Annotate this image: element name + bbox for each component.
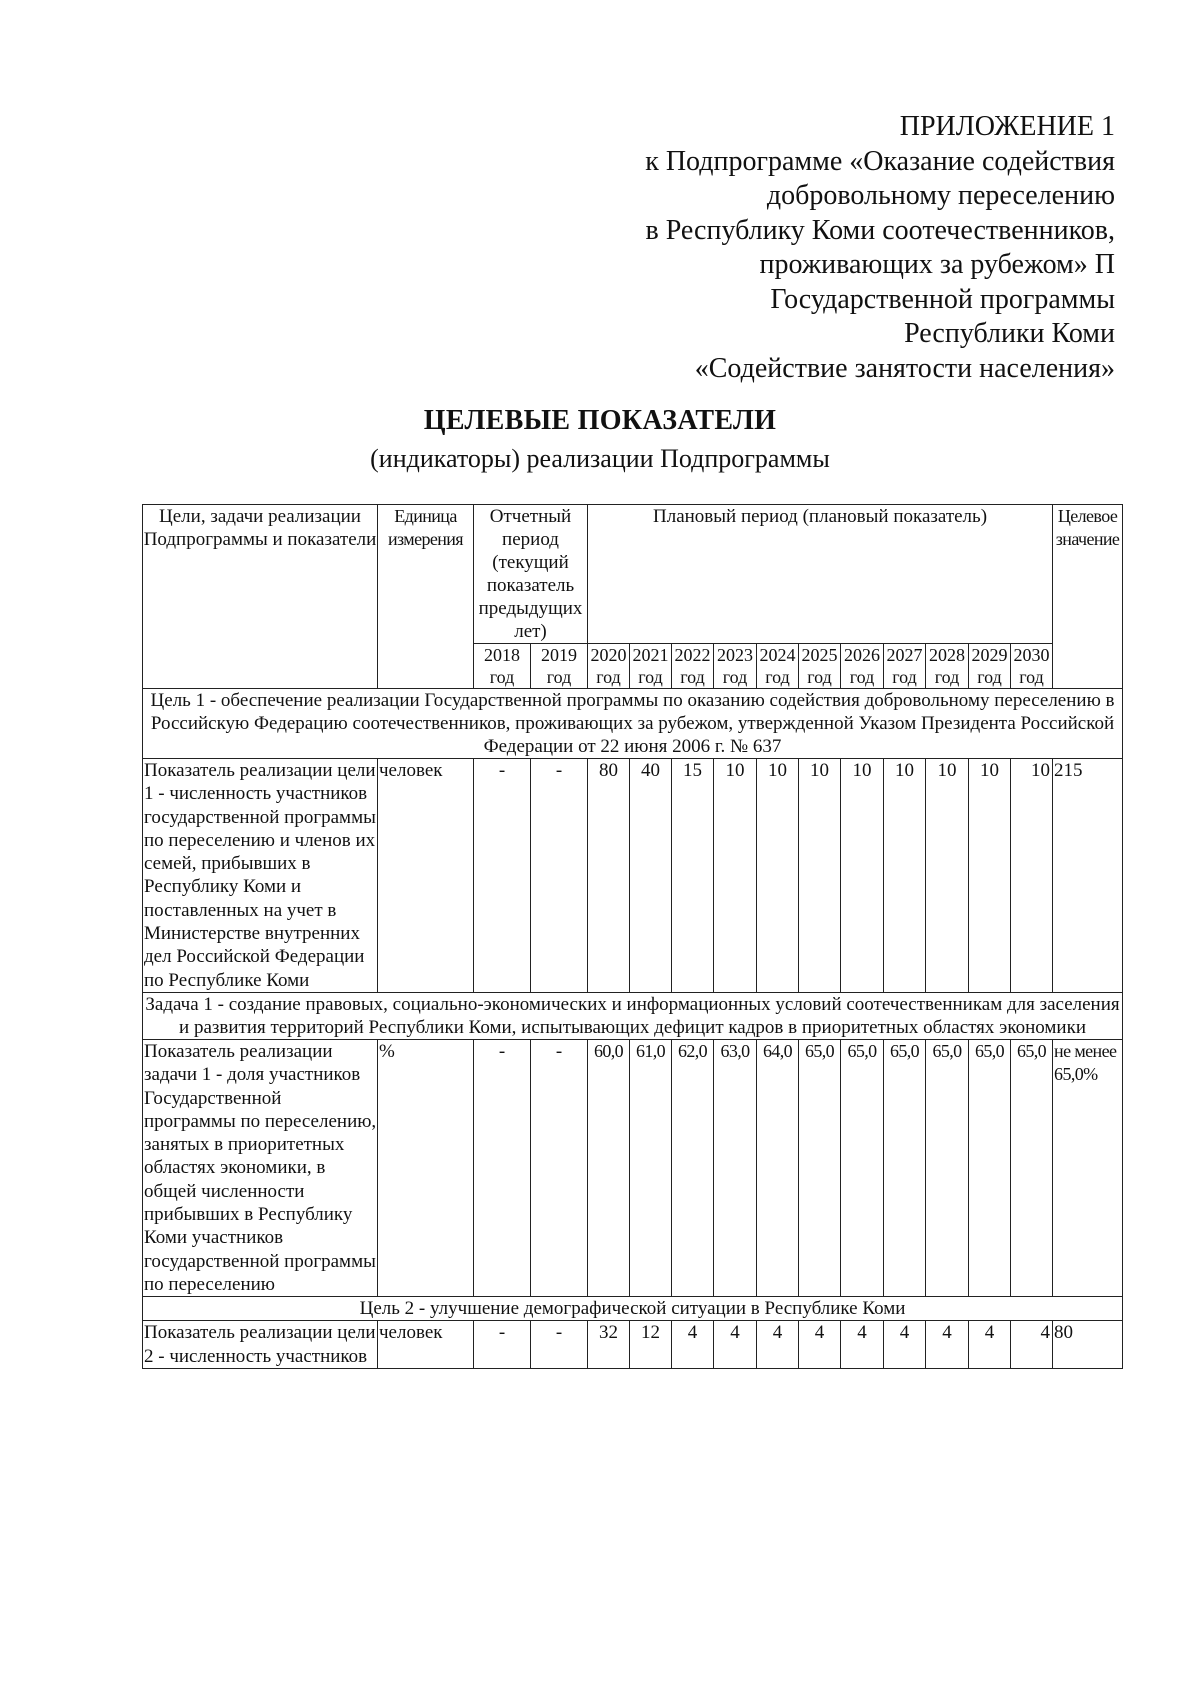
header-target-value: Целевое значение (1053, 505, 1123, 689)
indicator-unit: человек (378, 1321, 474, 1369)
value-cell: 10 (714, 759, 757, 993)
value-cell: 4 (672, 1321, 714, 1369)
value-cell: 4 (884, 1321, 926, 1369)
target-cell: 80 (1053, 1321, 1123, 1369)
year-header: 2023 год (714, 644, 757, 689)
value-cell: 4 (714, 1321, 757, 1369)
target-cell: не менее 65,0% (1053, 1039, 1123, 1296)
value-cell: 65,0 (884, 1039, 926, 1296)
indicators-table (142, 504, 1123, 1369)
value-cell: 64,0 (757, 1039, 799, 1296)
appendix-line: Государственной программы (770, 283, 1115, 315)
document-title: ЦЕЛЕВЫЕ ПОКАЗАТЕЛИ (423, 405, 777, 436)
value-cell: 10 (884, 759, 926, 993)
year-header: 2029 год (969, 644, 1011, 689)
value-cell: 61,0 (630, 1039, 672, 1296)
value-cell: 32 (588, 1321, 630, 1369)
appendix-header (495, 110, 1115, 386)
value-cell: 10 (841, 759, 884, 993)
goal-row (143, 1297, 1123, 1321)
appendix-line: ПРИЛОЖЕНИЕ 1 (899, 111, 1115, 142)
year-header: 2025 год (799, 644, 841, 689)
value-cell: 10 (1011, 759, 1053, 993)
header-unit: Единица измерения (378, 505, 474, 689)
value-cell: - (531, 759, 588, 993)
indicator-row (143, 1039, 1123, 1296)
year-header: 2019 год (531, 644, 588, 689)
value-cell: 4 (1011, 1321, 1053, 1369)
value-cell: 10 (799, 759, 841, 993)
indicator-unit: % (378, 1039, 474, 1296)
value-cell: - (474, 1039, 531, 1296)
header-reporting-period: Отчетный период (текущий показатель предыдущих лет) (474, 505, 588, 644)
year-header: 2027 год (884, 644, 926, 689)
value-cell: 65,0 (1011, 1039, 1053, 1296)
appendix-line: в Республику Коми соотечественников, (645, 214, 1115, 246)
year-header: 2024 год (757, 644, 799, 689)
goal-1: Цель 1 - обеспечение реализации Государственной программы по оказанию содействия добровольному переселению в Российскую Федерацию соотечественников, проживающих за рубежом, утвержденной Указом Президента Российской Федерации от 22 июня 2006 г. № 637 (143, 689, 1123, 759)
value-cell: - (531, 1039, 588, 1296)
indicator-row (143, 1321, 1123, 1369)
value-cell: 65,0 (926, 1039, 969, 1296)
value-cell: 15 (672, 759, 714, 993)
year-header: 2020 год (588, 644, 630, 689)
value-cell: 4 (841, 1321, 884, 1369)
year-header: 2026 год (841, 644, 884, 689)
target-cell: 215 (1053, 759, 1123, 993)
value-cell: 10 (969, 759, 1011, 993)
header-row (143, 505, 1123, 644)
appendix-line: к Подпрограмме «Оказание содействия (645, 145, 1115, 177)
indicator-name: Показатель реализации цели 1 - численность участников государственной программы по переселению и членов их семей, прибывших в Республику Коми и поставленных на учет в Министерстве внутренних дел Российской Федерации по Республике Коми (144, 760, 376, 991)
goal-row (143, 689, 1123, 759)
value-cell: 4 (926, 1321, 969, 1369)
value-cell: 40 (630, 759, 672, 993)
year-header: 2030 год (1011, 644, 1053, 689)
appendix-line: Республики Коми (904, 318, 1115, 349)
header-planned-period: Плановый период (плановый показатель) (588, 505, 1053, 644)
indicator-unit: человек (378, 759, 474, 993)
value-cell: - (474, 1321, 531, 1369)
value-cell: 12 (630, 1321, 672, 1369)
value-cell: 60,0 (588, 1039, 630, 1296)
indicator-name: Показатель реализации задачи 1 - доля участников Государственной программы по переселению, занятых в приоритетных областях экономики, в общей численности прибывших в Республику Коми участников государственной программы по переселению (144, 1040, 377, 1295)
value-cell: 10 (926, 759, 969, 993)
year-header: 2021 год (630, 644, 672, 689)
value-cell: 10 (757, 759, 799, 993)
value-cell: 4 (799, 1321, 841, 1369)
year-header: 2028 год (926, 644, 969, 689)
task-row (143, 992, 1123, 1039)
appendix-line: добровольному переселению (766, 180, 1115, 211)
indicator-row (143, 759, 1123, 993)
value-cell: 4 (757, 1321, 799, 1369)
year-header: 2018 год (474, 644, 531, 689)
appendix-line: проживающих за рубежом» П (759, 249, 1115, 280)
value-cell: - (531, 1321, 588, 1369)
appendix-line: «Содействие занятости населения» (694, 352, 1115, 384)
value-cell: 4 (969, 1321, 1011, 1369)
value-cell: - (474, 759, 531, 993)
goal-2: Цель 2 - улучшение демографической ситуации в Республике Коми (143, 1297, 1123, 1321)
task-1: Задача 1 - создание правовых, социально-экономических и информационных условий соотечественникам для заселения и развития территорий Республики Коми, испытывающих дефицит кадров в приоритетных областях экономики (143, 992, 1123, 1039)
value-cell: 65,0 (969, 1039, 1011, 1296)
document-subtitle: (индикаторы) реализации Подпрограммы (370, 444, 830, 473)
header-goals: Цели, задачи реализации Подпрограммы и показатели (143, 505, 378, 689)
value-cell: 63,0 (714, 1039, 757, 1296)
indicator-name: Показатель реализации цели 2 - численность участников (144, 1322, 376, 1367)
value-cell: 62,0 (672, 1039, 714, 1296)
value-cell: 80 (588, 759, 630, 993)
value-cell: 65,0 (799, 1039, 841, 1296)
value-cell: 65,0 (841, 1039, 884, 1296)
year-header: 2022 год (672, 644, 714, 689)
